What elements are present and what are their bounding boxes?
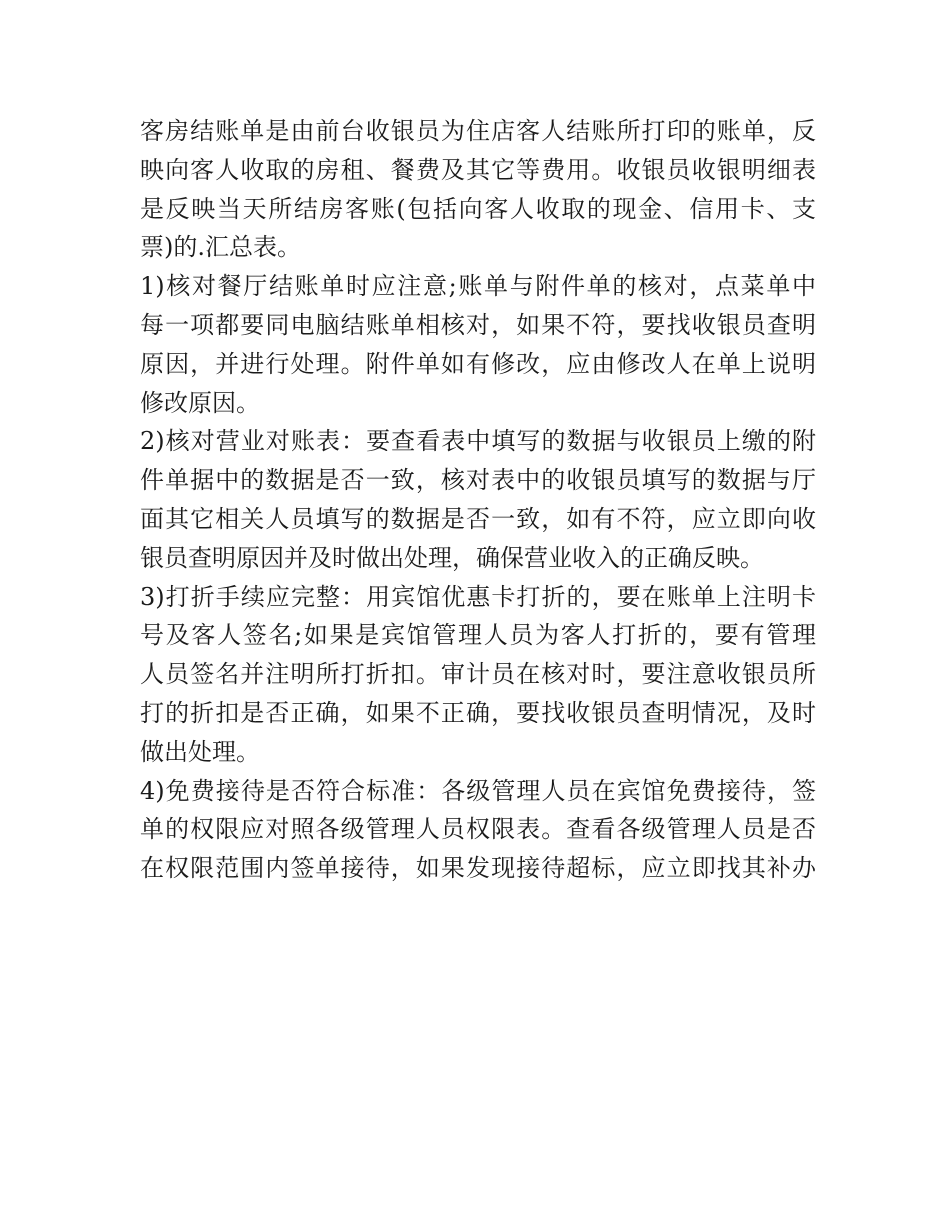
text-line: 人员签名并注明所打折扣。审计员在核对时，要注意收银员所 bbox=[140, 660, 816, 689]
text-line: 件单据中的数据是否一致，核对表中的收银员填写的数据与厅 bbox=[140, 466, 816, 495]
text-line: 在权限范围内签单接待，如果发现接待超标，应立即找其补办 bbox=[140, 854, 816, 883]
text-line: 客房结账单是由前台收银员为住店客人结账所打印的账单，反 bbox=[140, 117, 816, 145]
text-line: 映向客人收取的房租、餐费及其它等费用。收银员收银明细表 bbox=[140, 155, 816, 184]
text-line: 每一项都要同电脑结账单相核对，如果不符，要找收银员查明 bbox=[140, 310, 816, 339]
text-line: 2)核对营业对账表：要查看表中填写的数据与收银员上缴的附 bbox=[140, 427, 816, 456]
text-line: 原因，并进行处理。附件单如有修改，应由修改人在单上说明 bbox=[140, 349, 816, 378]
text-line: 做出处理。 bbox=[140, 737, 260, 766]
paragraph-intro bbox=[140, 112, 816, 267]
text-line: 是反映当天所结房客账(包括向客人收取的现金、信用卡、支 bbox=[140, 194, 816, 223]
text-line: 单的权限应对照各级管理人员权限表。查看各级管理人员是否 bbox=[140, 815, 816, 844]
text-line: 4)免费接待是否符合标准：各级管理人员在宾馆免费接待，签 bbox=[140, 776, 816, 805]
document-body bbox=[140, 112, 816, 888]
text-line: 面其它相关人员填写的数据是否一致，如有不符，应立即向收 bbox=[140, 504, 816, 533]
text-line: 修改原因。 bbox=[140, 388, 260, 417]
text-line: 3)打折手续应完整：用宾馆优惠卡打折的，要在账单上注明卡 bbox=[140, 582, 816, 611]
paragraph-item-4 bbox=[140, 772, 816, 888]
text-line: 银员查明原因并及时做出处理，确保营业收入的正确反映。 bbox=[140, 543, 764, 572]
text-line: 1)核对餐厅结账单时应注意;账单与附件单的核对，点菜单中 bbox=[140, 272, 816, 301]
paragraph-item-1 bbox=[140, 267, 816, 422]
paragraph-item-3 bbox=[140, 578, 816, 772]
text-line: 号及客人签名;如果是宾馆管理人员为客人打折的，要有管理 bbox=[140, 621, 816, 650]
text-line: 票)的.汇总表。 bbox=[140, 233, 301, 262]
paragraph-item-2 bbox=[140, 422, 816, 577]
text-line: 打的折扣是否正确，如果不正确，要找收银员查明情况，及时 bbox=[140, 698, 816, 727]
